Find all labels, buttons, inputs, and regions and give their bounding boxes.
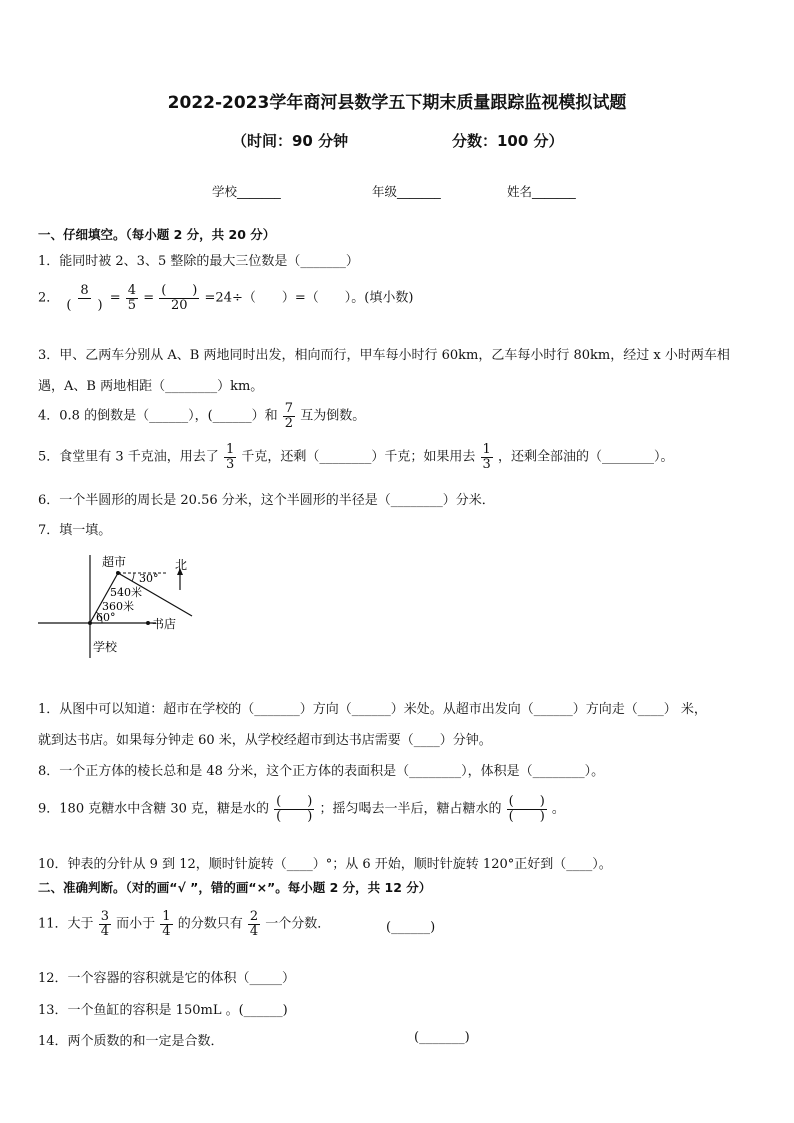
exam-time: （时间：90 分钟 xyxy=(232,132,349,150)
question-7-1-line-2: 就到达书店。如果每分钟走 60 米，从学校经超市到达书店需要（____）分钟。 xyxy=(38,733,492,748)
question-5-fraction-1: $\frac{1}{3}$ xyxy=(225,442,235,472)
question-11-fraction-3: $\frac{2}{4}$ xyxy=(249,909,259,939)
question-2-prefix: 2． xyxy=(38,290,60,306)
question-6: 6．一个半圆形的周长是 20.56 分米，这个半圆形的半径是（________）分米． xyxy=(38,493,495,508)
question-2-suffix: =24÷（ ）=（ ）。(填小数) xyxy=(204,290,414,306)
question-3-line-1: 3．甲、乙两车分别从 A、B 两地同时出发，相向而行，甲车每小时行 60km，乙车每小时行 80km，经过 x 小时两车相 xyxy=(38,348,730,363)
section-heading-true-false: 二、准确判断。（对的画“√ ”，错的画“×”。每小题 2 分，共 12 分） xyxy=(38,880,432,895)
question-7-1-line-1: 1．从图中可以知道：超市在学校的（_______）方向（______）米处。从超市出发向（______）方向走（____） 米， xyxy=(38,702,707,717)
question-5-fraction-2: $\frac{1}{3}$ xyxy=(482,442,491,472)
label-540m: 540米 xyxy=(110,586,142,599)
school-field[interactable]: 学校_______ xyxy=(212,184,281,199)
question-14-answer-blank[interactable]: (_______) xyxy=(414,1030,470,1045)
question-13: 13．一个鱼缸的容积是 150mL 。(______) xyxy=(38,1003,288,1018)
exam-score: 分数：100 分） xyxy=(452,132,564,150)
label-angle-60: 60° xyxy=(96,611,116,624)
question-11-fraction-2: $\frac{1}{4}$ xyxy=(162,909,171,939)
question-1: 1．能同时被 2、3、5 整除的最大三位数是（_______） xyxy=(38,254,359,269)
angle-30-arc xyxy=(132,573,134,581)
question-7: 7．填一填。 xyxy=(38,523,112,538)
section-heading-fill-blanks: 一、仔细填空。（每小题 2 分，共 20 分） xyxy=(38,227,276,242)
question-2-fraction-1: $\frac{8}{( )}$ xyxy=(66,283,103,313)
label-supermarket: 超市 xyxy=(102,555,127,569)
question-11-answer-blank[interactable]: (______) xyxy=(386,920,436,935)
question-4: 4．0.8 的倒数是（______），(______）和 $\frac{7}{2}$ 互为倒数。 xyxy=(38,401,366,431)
question-10: 10．钟表的分针从 9 到 12，顺时针旋转（____）°；从 6 开始，顺时针旋转 120°正好到（____）。 xyxy=(38,857,612,872)
question-2: 2． $\frac{8}{( )}$ = $\frac{4}{5}$ = $\frac{( )}{20}$ =24÷（ ）=（ ）。(填小数) xyxy=(38,283,414,313)
question-9-fraction-2: $\frac{( )}{( )}$ xyxy=(508,794,545,824)
question-4-fraction: $\frac{7}{2}$ xyxy=(284,401,294,431)
question-12: 12．一个容器的容积就是它的体积（_____） xyxy=(38,971,296,986)
question-9-fraction-1: $\frac{( )}{( )}$ xyxy=(276,794,313,824)
label-north: 北 xyxy=(175,558,188,572)
question-11-fraction-1: $\frac{3}{4}$ xyxy=(100,909,109,939)
question-5: 5．食堂里有 3 千克油，用去了 $\frac{1}{3}$ 千克，还剩（________）千克；如果用去 $\frac{1}{3}$ ，还剩全部油的（________）。 xyxy=(38,442,674,472)
label-bookstore: 书店 xyxy=(152,617,177,631)
label-school: 学校 xyxy=(93,640,118,654)
label-angle-30: 30° xyxy=(139,572,159,585)
label-360m: 360米 xyxy=(102,600,134,613)
question-11: 11．大于 $\frac{3}{4}$ 而小于 $\frac{1}{4}$ 的分数只有 $\frac{2}{4}$ 一个分数． xyxy=(38,909,331,939)
question-3-line-2: 遇，A、B 两地相距（________）km。 xyxy=(38,379,264,394)
page-title: 2022-2023学年商河县数学五下期末质量跟踪监视模拟试题 xyxy=(167,93,627,113)
map-diagram xyxy=(36,550,236,660)
question-14: 14．两个质数的和一定是合数． xyxy=(38,1034,224,1049)
question-2-fraction-3: $\frac{( )}{20}$ xyxy=(161,283,198,313)
bookstore-point xyxy=(146,621,150,625)
question-9: 9．180 克糖水中含糖 30 克，糖是水的 $\frac{( )}{( )}$ ；摇匀喝去一半后，糖占糖水的 $\frac{( )}{( )}$ 。 xyxy=(38,794,565,824)
question-8: 8．一个正方体的棱长总和是 48 分米，这个正方体的表面积是（________），体积是（________）。 xyxy=(38,764,605,779)
grade-field[interactable]: 年级_______ xyxy=(372,184,441,199)
question-2-fraction-2: $\frac{4}{5}$ xyxy=(127,283,137,313)
name-field[interactable]: 姓名_______ xyxy=(507,184,576,199)
